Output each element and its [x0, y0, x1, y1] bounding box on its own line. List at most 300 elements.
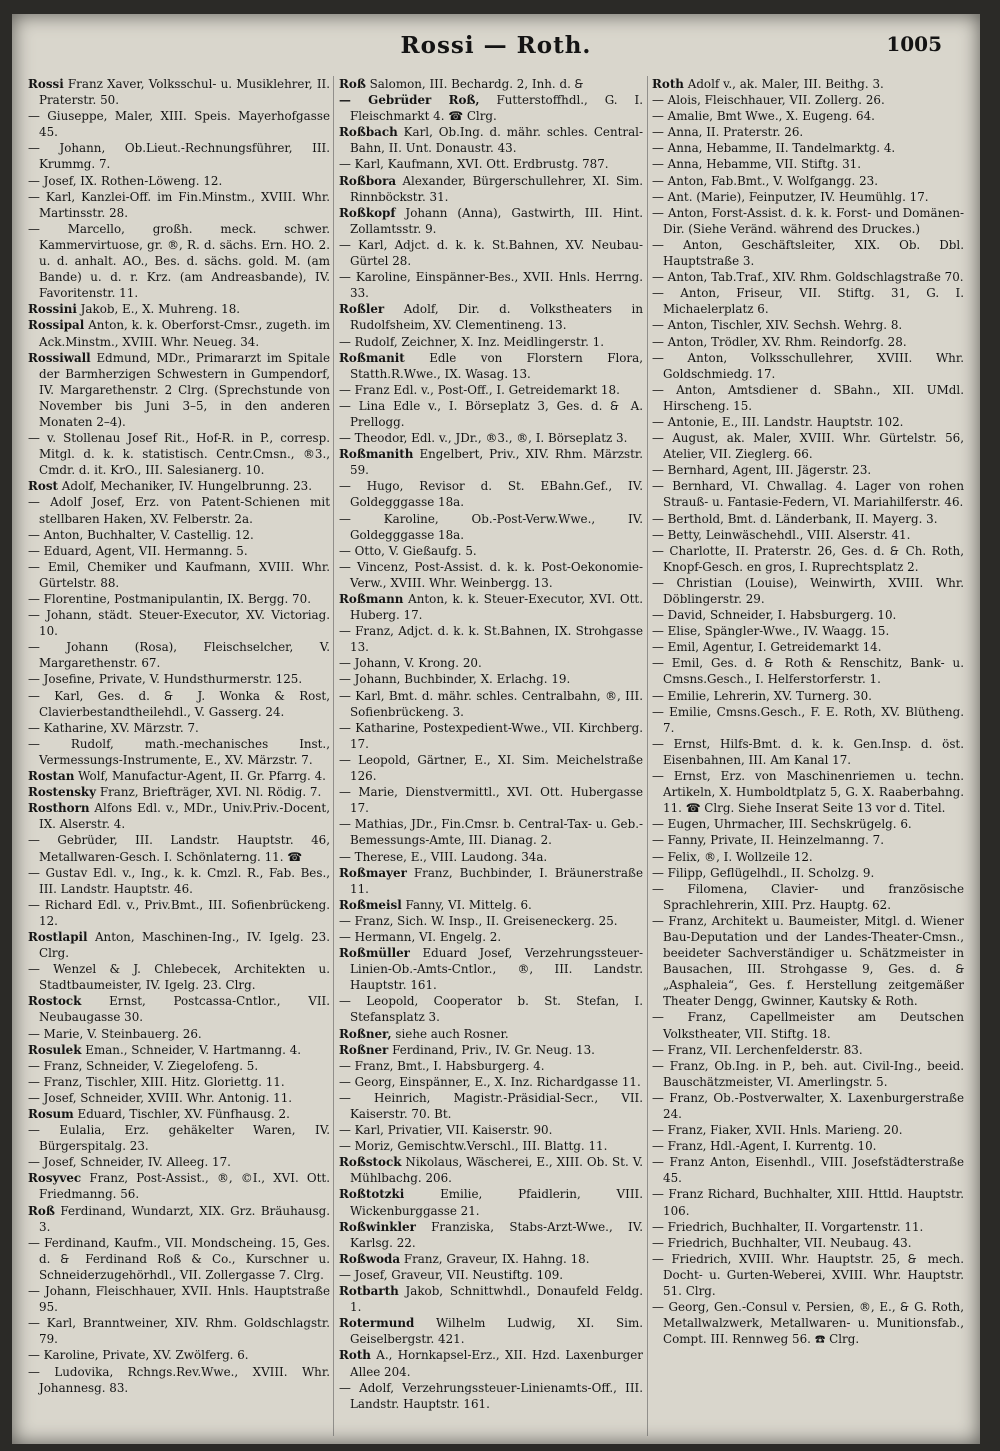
- directory-entry: [28, 1106, 330, 1122]
- directory-entry: [339, 1074, 643, 1090]
- entry-surname: Rotermund: [339, 1316, 415, 1331]
- entry-text: — Vincenz, Post-Assist. d. k. k. Post-Oekonomie-Verw., XVIII. Whr. Weinbergg. 13.: [339, 559, 643, 590]
- directory-entry: [339, 1042, 643, 1058]
- entry-surname: — Gebrüder Roß,: [339, 93, 480, 108]
- entry-text: — Therese, E., VIII. Laudong. 34a.: [339, 849, 548, 864]
- directory-entry: [652, 414, 964, 430]
- entry-text: — Betty, Leinwäschehdl., VIII. Alserstr. 41.: [652, 527, 911, 542]
- entry-text: — David, Schneider, I. Habsburgerg. 10.: [652, 608, 897, 623]
- entry-text: Emilie, Pfaidlerin, VIII. Wickenburggasse 21.: [350, 1187, 643, 1218]
- directory-entry: [28, 897, 330, 929]
- directory-entry: [28, 1154, 330, 1170]
- entry-text: — Franz Richard, Buchhalter, XIII. Httld. Hauptstr. 106.: [652, 1187, 964, 1218]
- entry-text: — Franz Anton, Eisenhdl., VIII. Josefstädterstraße 45.: [652, 1155, 964, 1186]
- entry-text: — Josef, IX. Rothen-Löweng. 12.: [28, 173, 223, 188]
- entry-surname: Roßwoda: [339, 1251, 401, 1266]
- directory-entry: [652, 1009, 964, 1041]
- entry-text: — Franz Edl. v., Post-Off., I. Getreidemarkt 18.: [339, 382, 620, 397]
- entry-surname: Roßmanith: [339, 447, 414, 462]
- entry-text: — Anton, Fab.Bmt., V. Wolfgangg. 23.: [652, 173, 879, 188]
- entry-surname: Rostensky: [28, 785, 97, 800]
- directory-entry: [28, 1283, 330, 1315]
- entry-text: — Anton, Buchhalter, V. Castellig. 12.: [28, 527, 254, 542]
- entry-text: — Anna, Hebamme, VII. Stiftg. 31.: [652, 157, 862, 172]
- directory-entry: [28, 993, 330, 1025]
- entry-text: — Johann, Ob.Lieut.-Rechnungsführer, III. Krummg. 7.: [28, 141, 330, 172]
- directory-columns: [28, 76, 964, 1436]
- directory-entry: [28, 543, 330, 559]
- page-header: [12, 32, 980, 68]
- entry-text: — Josef, Schneider, XVIII. Whr. Antonig. 11.: [28, 1090, 293, 1105]
- entry-text: Ernst, Postcassa-Cntlor., VII. Neubaugasse 30.: [39, 994, 330, 1025]
- entry-text: — Georg, Gen.-Consul v. Persien, ®, E., 🙲 G. Roth, Metallwalzwerk, Metallwaren- u. Munitionsfab., Compt. III. Rennweg 56. ☎ Clrg.: [652, 1300, 964, 1347]
- entry-surname: Rosthorn: [28, 801, 90, 816]
- entry-text: — Eulalia, Erz. gehäkelter Waren, IV. Bürgerspitalg. 23.: [28, 1123, 330, 1154]
- entry-text: — Anton, Geschäftsleiter, XIX. Ob. Dbl. Hauptstraße 3.: [652, 237, 964, 269]
- directory-entry: [339, 671, 643, 687]
- entry-text: — Franz, Hdl.-Agent, I. Kurrentg. 10.: [652, 1139, 877, 1154]
- directory-entry: [28, 1170, 330, 1202]
- entry-surname: Roßmeisl: [339, 897, 402, 912]
- directory-entry: [28, 929, 330, 961]
- entry-text: — Franz, Tischler, XIII. Hitz. Gloriettg. 11.: [28, 1074, 285, 1089]
- entry-text: — Leopold, Cooperator b. St. Stefan, I. Stefansplatz 3.: [339, 994, 643, 1025]
- directory-entry: [652, 832, 964, 848]
- directory-entry: [28, 527, 330, 543]
- entry-text: — Karl, Kanzlei-Off. im Fin.Minstm., XVIII. Whr. Martinsstr. 28.: [28, 189, 330, 220]
- directory-entry: [652, 1251, 964, 1299]
- directory-entry: [339, 655, 643, 671]
- entry-text: — Anna, Hebamme, II. Tandelmarktg. 4.: [652, 141, 896, 156]
- entry-surname: Roß: [339, 77, 366, 91]
- entry-text: — Ant. (Marie), Feinputzer, IV. Heumühlg. 17.: [652, 189, 929, 204]
- entry-text: Engelbert, Priv., XIV. Rhm. Märzstr. 59.: [350, 447, 643, 478]
- directory-entry: [339, 913, 643, 929]
- directory-entry: [28, 189, 330, 221]
- directory-entry: [28, 1090, 330, 1106]
- entry-surname: Rossipal: [28, 318, 85, 333]
- directory-entry: [28, 607, 330, 639]
- entry-text: — Hugo, Revisor d. St. EBahn.Gef., IV. Goldegggasse 18a.: [339, 479, 643, 510]
- entry-text: — Filipp, Geflügelhdl., II. Scholzg. 9.: [652, 865, 875, 880]
- directory-entry: [339, 1380, 643, 1412]
- directory-entry: [652, 156, 964, 172]
- entry-surname: Rosulek: [28, 1042, 82, 1057]
- directory-entry: [339, 688, 643, 720]
- directory-entry: [339, 1347, 643, 1379]
- entry-text: — Leopold, Gärtner, E., XI. Sim. Meichelstraße 126.: [339, 752, 643, 784]
- directory-entry: [652, 1299, 964, 1347]
- directory-entry: [652, 881, 964, 913]
- directory-entry: [652, 1122, 964, 1138]
- entry-text: Alfons Edl. v., MDr., Univ.Priv.-Docent, IX. Alserstr. 4.: [39, 801, 330, 832]
- directory-entry: [28, 1122, 330, 1154]
- entry-text: — Giuseppe, Maler, XIII. Speis. Mayerhofgasse 45.: [28, 109, 330, 140]
- entry-text: siehe auch Rosner.: [391, 1026, 509, 1041]
- directory-entry: [339, 1138, 643, 1154]
- directory-entry: [28, 800, 330, 832]
- entry-text: Franziska, Stabs-Arzt-Wwe., IV. Karlsg. 22.: [350, 1219, 643, 1250]
- entry-text: — Franz, Schneider, V. Ziegelofeng. 5.: [28, 1058, 259, 1073]
- directory-entry: [652, 478, 964, 510]
- directory-entry: [339, 945, 643, 993]
- entry-surname: Roßner: [339, 1042, 389, 1057]
- entry-text: — Katharine, Postexpedient-Wwe., VII. Kirchberg. 17.: [339, 720, 643, 751]
- directory-entry: [339, 1122, 643, 1138]
- directory-entry: [339, 720, 643, 752]
- entry-text: — Franz, VII. Lerchenfelderstr. 83.: [652, 1042, 863, 1057]
- directory-entry: [28, 1203, 330, 1235]
- entry-text: — Bernhard, Agent, III. Jägerstr. 23.: [652, 463, 872, 478]
- entry-text: — Emilie, Cmsns.Gesch., F. E. Roth, XV. Blütheng. 7.: [652, 704, 964, 735]
- directory-entry: [28, 108, 330, 140]
- directory-entry: [339, 865, 643, 897]
- directory-entry: [652, 269, 964, 285]
- directory-entry: [28, 865, 330, 897]
- directory-entry: [339, 92, 643, 124]
- entry-text: — Richard Edl. v., Priv.Bmt., III. Sofienbrückeng. 12.: [28, 897, 330, 928]
- entry-text: Johann (Anna), Gastwirth, III. Hint. Zollamtsstr. 9.: [350, 205, 643, 236]
- entry-text: Alexander, Bürgerschullehrer, XI. Sim. Rinnböckstr. 31.: [350, 173, 643, 204]
- directory-entry: [652, 1042, 964, 1058]
- entry-text: — Friedrich, Buchhalter, VII. Neubaug. 43.: [652, 1235, 912, 1250]
- page-number: 1005: [886, 32, 942, 56]
- entry-text: Nikolaus, Wäscherei, E., XIII. Ob. St. V. Mühlbachg. 206.: [350, 1155, 643, 1186]
- directory-entry: [28, 639, 330, 671]
- entry-text: Adolf, Dir. d. Volkstheaters in Rudolfsheim, XV. Clementineng. 13.: [350, 302, 643, 333]
- directory-entry: [28, 478, 330, 494]
- directory-entry: [652, 76, 964, 92]
- directory-entry: [339, 124, 643, 156]
- entry-text: — Franz, Capellmeister am Deutschen Volkstheater, VII. Stiftg. 18.: [652, 1010, 964, 1041]
- entry-text: Wilhelm Ludwig, XI. Sim. Geiselbergstr. 421.: [350, 1316, 643, 1347]
- entry-text: Franz, Post-Assist., ®, ©I., XVI. Ott. Friedmanng. 56.: [39, 1171, 330, 1202]
- entry-surname: Roßbach: [339, 125, 398, 140]
- entry-text: — Anton, Tischler, XIV. Sechsh. Wehrg. 8.: [652, 318, 903, 333]
- entry-text: — Berthold, Bmt. d. Länderbank, II. Mayerg. 3.: [652, 511, 938, 526]
- entry-text: Adolf v., ak. Maler, III. Beithg. 3.: [683, 77, 884, 91]
- entry-text: — Ernst, Erz. von Maschinenriemen u. techn. Artikeln, X. Humboldtplatz 5, G. X. Raaberbahng. 11. ☎ Clrg. Siehe Inserat Seite 13 vor d. Titel.: [652, 769, 964, 816]
- directory-entry: [652, 623, 964, 639]
- entry-text: — Josefine, Private, V. Hundsthurmerstr. 125.: [28, 672, 303, 687]
- entry-text: — Theodor, Edl. v., JDr., ®3., ®, I. Börseplatz 3.: [339, 431, 628, 446]
- directory-entry: [339, 76, 643, 92]
- entry-surname: Rotbarth: [339, 1284, 399, 1299]
- entry-text: — Ernst, Hilfs-Bmt. d. k. k. Gen.Insp. d. öst. Eisenbahnen, III. Am Kanal 17.: [652, 736, 964, 767]
- entry-text: Jakob, E., X. Muhreng. 18.: [76, 302, 241, 317]
- entry-text: — Eugen, Uhrmacher, III. Sechskrügelg. 6.: [652, 817, 912, 832]
- directory-entry: [339, 752, 643, 784]
- directory-entry: [652, 849, 964, 865]
- directory-entry: [28, 559, 330, 591]
- directory-entry: [28, 350, 330, 430]
- directory-entry: [339, 430, 643, 446]
- entry-surname: Roßwinkler: [339, 1219, 416, 1234]
- entry-text: Franz, Graveur, IX. Hahng. 18.: [400, 1251, 590, 1266]
- directory-entry: [339, 350, 643, 382]
- entry-text: Fanny, VI. Mittelg. 6.: [401, 897, 532, 912]
- entry-text: — Karl, Privatier, VII. Kaiserstr. 90.: [339, 1123, 553, 1138]
- entry-surname: Rossiwall: [28, 350, 91, 365]
- entry-text: Eduard Josef, Verzehrungssteuer-Linien-Ob.-Amts-Cntlor., ®, III. Landstr. Hauptstr. 161.: [350, 946, 643, 993]
- directory-entry: [339, 237, 643, 269]
- entry-text: — Anna, II. Praterstr. 26.: [652, 125, 804, 140]
- entry-text: — Anton, Friseur, VII. Stiftg. 31, G. I. Michaelerplatz 6.: [652, 286, 964, 317]
- entry-text: — Josef, Schneider, IV. Alleeg. 17.: [28, 1155, 231, 1170]
- entry-text: — Antonie, E., III. Landstr. Hauptstr. 102.: [652, 414, 904, 429]
- directory-entry: [652, 1058, 964, 1090]
- directory-entry: [339, 269, 643, 301]
- directory-entry: [28, 591, 330, 607]
- directory-entry: [339, 205, 643, 237]
- entry-text: — v. Stollenau Josef Rit., Hof-R. in P., corresp. Mitgl. d. k. k. statistisch. Centr.Cmsn., ®3., Cmdr. d. it. KrO., III. Salesianerg. 10.: [28, 431, 330, 478]
- entry-text: — Karl, Ges. d. 🙲 J. Wonka & Rost, Clavierbestandtheilehdl., V. Gasserg. 24.: [28, 688, 330, 719]
- directory-entry: [28, 317, 330, 349]
- entry-text: — Felix, ®, I. Wollzeile 12.: [652, 849, 813, 864]
- entry-text: — Anton, Amtsdiener d. SBahn., XII. UMdl. Hirscheng. 15.: [652, 382, 964, 413]
- directory-entry: [28, 76, 330, 108]
- entry-text: — Lina Edle v., I. Börseplatz 3, Ges. d. 🙲 A. Prellogg.: [339, 398, 643, 429]
- column-divider: [333, 76, 334, 1436]
- directory-entry: [652, 317, 964, 333]
- directory-entry: [28, 688, 330, 720]
- directory-entry: [652, 237, 964, 269]
- directory-entry: [652, 124, 964, 140]
- directory-entry: [652, 639, 964, 655]
- directory-entry: [339, 1186, 643, 1218]
- entry-text: — Johann, Fleischhauer, XVII. Hnls. Hauptstraße 95.: [28, 1284, 330, 1315]
- directory-entry: [652, 382, 964, 414]
- directory-entry: [28, 1364, 330, 1396]
- entry-text: — Moriz, Gemischtw.Verschl., III. Blattg. 11.: [339, 1139, 608, 1154]
- entry-surname: Roßtotzki: [339, 1187, 405, 1202]
- directory-entry: [339, 398, 643, 430]
- entry-text: Wolf, Manufactur-Agent, II. Gr. Pfarrg. 4.: [74, 769, 326, 784]
- directory-entry: [652, 430, 964, 462]
- directory-entry: [652, 688, 964, 704]
- directory-entry: [28, 784, 330, 800]
- directory-entry: [28, 1347, 330, 1363]
- entry-text: — Marcello, großh. meck. schwer. Kammervirtuose, gr. ®, R. d. sächs. Ern. HO. 2. u. d. anhalt. AO., Bes. d. sächs. gold. M. (am Bande) u. d. r. Krz. (am Andreasbande), IV. Favoritenstr. 11.: [28, 221, 330, 301]
- entry-text: — Bernhard, VI. Chwallag. 4. Lager von rohen Strauß- u. Fantasie-Federn, VI. Mariahilferstr. 46.: [652, 479, 964, 510]
- entry-text: Anton, k. k. Oberforst-Cmsr., zugeth. im Ack.Minstm., XVIII. Whr. Neueg. 34.: [39, 318, 330, 349]
- entry-surname: Rossi: [28, 77, 64, 91]
- directory-entry: [28, 140, 330, 172]
- entry-surname: Roßstock: [339, 1155, 402, 1170]
- entry-text: — Anton, Volksschullehrer, XVIII. Whr. Goldschmiedg. 17.: [652, 350, 964, 381]
- entry-text: — Charlotte, II. Praterstr. 26, Ges. d. 🙲 Ch. Roth, Knopf-Gesch. en gros, I. Ruprechtsplatz 2.: [652, 543, 964, 574]
- entry-text: Ferdinand, Priv., IV. Gr. Neug. 13.: [388, 1042, 595, 1057]
- directory-entry: [652, 140, 964, 156]
- entry-text: — Mathias, JDr., Fin.Cmsr. b. Central-Tax- u. Geb.-Bemessungs-Amte, III. Dianag. 2.: [339, 817, 643, 848]
- directory-entry: [652, 205, 964, 237]
- entry-text: — Rudolf, math.-mechanisches Inst., Vermessungs-Instrumente, E., XV. Märzstr. 7.: [28, 736, 330, 767]
- page-title: Rossi — Roth.: [400, 32, 592, 59]
- directory-entry: [339, 1058, 643, 1074]
- entry-surname: Rostlapil: [28, 929, 88, 944]
- entry-text: — Emilie, Lehrerin, XV. Turnerg. 30.: [652, 688, 872, 703]
- directory-entry: [652, 189, 964, 205]
- directory-entry: [652, 108, 964, 124]
- directory-entry: [652, 865, 964, 881]
- directory-entry: [652, 350, 964, 382]
- entry-text: — Eduard, Agent, VII. Hermanng. 5.: [28, 543, 248, 558]
- entry-text: — Friedrich, Buchhalter, II. Vorgartenstr. 11.: [652, 1219, 924, 1234]
- entry-text: — Gebrüder, III. Landstr. Hauptstr. 46, Metallwaren-Gesch. I. Schönlaterng. 11. ☎: [28, 833, 330, 864]
- directory-entry: [28, 961, 330, 993]
- column-2: [339, 76, 643, 1436]
- entry-text: Jakob, Schnittwhdl., Donaufeld Feldg. 1.: [350, 1284, 643, 1315]
- entry-text: Eman., Schneider, V. Hartmanng. 4.: [81, 1042, 302, 1057]
- entry-text: — Franz, Architekt u. Baumeister, Mitgl. d. Wiener Bau-Deputation und der Landes-Theater-Cmsn., beeideter Sachverständiger u. Schätzmeister in Bausachen, III. Strohgasse 9, Ges. d. 🙲 „Asphaleia“, Ges. f. Herstellung zeitgemäßer Theater Dengg, Gwinner, Kautsky & Roth.: [652, 913, 964, 1009]
- entry-text: — August, ak. Maler, XVIII. Whr. Gürtelstr. 56, Atelier, VII. Zieglerg. 66.: [652, 431, 964, 462]
- directory-entry: [339, 897, 643, 913]
- directory-entry: [339, 816, 643, 848]
- entry-text: — Emil, Ges. d. 🙲 Roth & Renschitz, Bank- u. Cmsns.Gesch., I. Helferstorferstr. 1.: [652, 656, 964, 687]
- entry-text: — Katharine, XV. Märzstr. 7.: [28, 720, 199, 735]
- entry-text: — Karl, Kaufmann, XVI. Ott. Erdbrustg. 787.: [339, 157, 609, 172]
- directory-entry: [652, 334, 964, 350]
- directory-entry: [652, 736, 964, 768]
- directory-entry: [28, 671, 330, 687]
- entry-surname: Roßner,: [339, 1026, 392, 1041]
- entry-text: — Marie, Dienstvermittl., XVI. Ott. Hubergasse 17.: [339, 785, 643, 816]
- entry-text: — Emil, Agentur, I. Getreidemarkt 14.: [652, 640, 882, 655]
- directory-entry: [339, 1090, 643, 1122]
- entry-text: Anton, Maschinen-Ing., IV. Igelg. 23. Clrg.: [39, 929, 330, 961]
- column-divider: [647, 76, 648, 1436]
- directory-entry: [28, 1042, 330, 1058]
- entry-text: Ferdinand, Wundarzt, XIX. Grz. Bräuhausg. 3.: [39, 1203, 330, 1234]
- entry-text: — Heinrich, Magistr.-Präsidial-Secr., VII. Kaiserstr. 70. Bt.: [339, 1090, 643, 1121]
- directory-entry: [28, 736, 330, 768]
- entry-text: — Filomena, Clavier- und französische Sprachlehrerin, XIII. Prz. Hauptg. 62.: [652, 881, 964, 912]
- entry-text: Karl, Ob.Ing. d. mähr. schles. Central-Bahn, II. Unt. Donaustr. 43.: [350, 125, 643, 156]
- entry-surname: Roth: [652, 77, 684, 91]
- entry-text: — Anton, Forst-Assist. d. k. k. Forst- und Domänen-Dir. (Siehe Veränd. während des Druckes.): [652, 205, 964, 236]
- entry-text: — Johann, V. Krong. 20.: [339, 656, 482, 671]
- directory-entry: [652, 607, 964, 623]
- entry-text: — Gustav Edl. v., Ing., k. k. Cmzl. R., Fab. Bes., III. Landstr. Hauptstr. 46.: [28, 865, 330, 896]
- column-3: [652, 76, 964, 1436]
- directory-entry: [652, 1138, 964, 1154]
- directory-entry: [339, 591, 643, 623]
- directory-entry: [28, 1074, 330, 1090]
- directory-entry: [652, 543, 964, 575]
- directory-entry: [339, 849, 643, 865]
- directory-entry: [652, 1154, 964, 1186]
- directory-entry: [339, 559, 643, 591]
- entry-text: — Adolf, Verzehrungssteuer-Linienamts-Off., III. Landstr. Hauptstr. 161.: [339, 1380, 643, 1411]
- entry-text: — Franz, Fiaker, XVII. Hnls. Marieng. 20.: [652, 1123, 903, 1138]
- directory-entry: [339, 478, 643, 510]
- directory-entry: [28, 430, 330, 478]
- entry-surname: Rosyvec: [28, 1171, 82, 1186]
- entry-text: — Franz, Adjct. d. k. k. St.Bahnen, IX. Strohgasse 13.: [339, 624, 643, 655]
- entry-text: — Karl, Branntweiner, XIV. Rhm. Goldschlagstr. 79.: [28, 1316, 330, 1347]
- entry-text: — Karoline, Ob.-Post-Verw.Wwe., IV. Goldegggasse 18a.: [339, 511, 643, 542]
- directory-entry: [339, 1267, 643, 1283]
- directory-entry: [28, 1058, 330, 1074]
- entry-text: — Otto, V. Gießaufg. 5.: [339, 543, 477, 558]
- directory-entry: [652, 527, 964, 543]
- entry-text: Franz, Briefträger, XVI. Nl. Rödig. 7.: [96, 785, 322, 800]
- entry-text: — Georg, Einspänner, E., X. Inz. Richardgasse 11.: [339, 1074, 641, 1089]
- directory-entry: [339, 1219, 643, 1251]
- directory-entry: [28, 301, 330, 317]
- entry-text: — Josef, Graveur, VII. Neustiftg. 109.: [339, 1267, 564, 1282]
- directory-entry: [339, 511, 643, 543]
- directory-entry: [652, 285, 964, 317]
- entry-text: Franz Xaver, Volksschul- u. Musiklehrer, II. Praterstr. 50.: [39, 77, 330, 108]
- directory-entry: [28, 1235, 330, 1283]
- directory-entry: [28, 1315, 330, 1347]
- directory-entry: [28, 768, 330, 784]
- directory-entry: [339, 301, 643, 333]
- entry-surname: Rostan: [28, 769, 75, 784]
- entry-text: — Franz, Sich. W. Insp., II. Greiseneckerg. 25.: [339, 913, 618, 928]
- directory-entry: [652, 1219, 964, 1235]
- entry-text: — Karl, Bmt. d. mähr. schles. Centralbahn, ®, III. Sofienbrückeng. 3.: [339, 688, 643, 719]
- directory-entry: [339, 382, 643, 398]
- entry-text: Anton, k. k. Steuer-Executor, XVI. Ott. Huberg. 17.: [350, 592, 643, 623]
- entry-text: — Marie, V. Steinbauerg. 26.: [28, 1026, 202, 1041]
- directory-entry: [652, 913, 964, 1010]
- entry-text: Eduard, Tischler, XV. Fünfhausg. 2.: [73, 1107, 290, 1121]
- entry-text: — Rudolf, Zeichner, X. Inz. Meidlingerstr. 1.: [339, 334, 605, 349]
- entry-text: — Friedrich, XVIII. Whr. Hauptstr. 25, 🙲 mech. Docht- u. Gurten-Weberei, XVIII. Whr. Hauptstr. 51. Clrg.: [652, 1251, 964, 1299]
- directory-entry: [28, 494, 330, 526]
- entry-text: — Karl, Adjct. d. k. k. St.Bahnen, XV. Neubau-Gürtel 28.: [339, 237, 643, 269]
- entry-surname: Roßbora: [339, 173, 397, 188]
- entry-text: — Hermann, VI. Engelg. 2.: [339, 929, 502, 944]
- directory-entry: [339, 543, 643, 559]
- directory-entry: [339, 334, 643, 350]
- entry-text: — Adolf Josef, Erz. von Patent-Schienen mit stellbaren Haken, XV. Felberstr. 2a.: [28, 495, 330, 526]
- entry-text: — Ludovika, Rchngs.Rev.Wwe., XVIII. Whr. Johannesg. 83.: [28, 1364, 330, 1395]
- entry-text: A., Hornkapsel-Erz., XII. Hzd. Laxenburger Allee 204.: [350, 1348, 643, 1379]
- directory-entry: [652, 92, 964, 108]
- directory-page: [12, 14, 980, 1444]
- directory-entry: [339, 1154, 643, 1186]
- entry-text: — Fanny, Private, II. Heinzelmanng. 7.: [652, 833, 885, 848]
- entry-surname: Rost: [28, 479, 58, 494]
- directory-entry: [652, 816, 964, 832]
- directory-entry: [339, 1283, 643, 1315]
- entry-surname: Roßmayer: [339, 865, 407, 880]
- directory-entry: [28, 1026, 330, 1042]
- entry-text: — Johann, Buchbinder, X. Erlachg. 19.: [339, 672, 571, 687]
- directory-entry: [652, 173, 964, 189]
- entry-text: — Karoline, Private, XV. Zwölferg. 6.: [28, 1348, 249, 1363]
- entry-surname: Roßmanit: [339, 350, 405, 365]
- entry-surname: Roß: [28, 1203, 55, 1218]
- entry-text: — Johann (Rosa), Fleischselcher, V. Margarethenstr. 67.: [28, 640, 330, 671]
- entry-text: — Emil, Chemiker und Kaufmann, XVIII. Whr. Gürtelstr. 88.: [28, 559, 330, 590]
- directory-entry: [339, 784, 643, 816]
- entry-surname: Rostock: [28, 994, 82, 1009]
- entry-text: — Ferdinand, Kaufm., VII. Mondscheing. 15, Ges. d. 🙲 Ferdinand Roß & Co., Kurschner u. Schneiderzugehörhdl., VII. Zollergasse 7. Clrg.: [28, 1235, 330, 1282]
- directory-entry: [339, 1026, 643, 1042]
- entry-surname: Roßler: [339, 302, 385, 317]
- entry-text: — Christian (Louise), Weinwirth, XVIII. Whr. Döblingerstr. 29.: [652, 575, 964, 606]
- entry-text: — Johann, städt. Steuer-Executor, XV. Victoriag. 10.: [28, 608, 330, 639]
- directory-entry: [652, 768, 964, 816]
- directory-entry: [652, 1090, 964, 1122]
- entry-surname: Rosum: [28, 1107, 74, 1121]
- directory-entry: [339, 1315, 643, 1347]
- entry-text: Adolf, Mechaniker, IV. Hungelbrunng. 23.: [58, 479, 312, 494]
